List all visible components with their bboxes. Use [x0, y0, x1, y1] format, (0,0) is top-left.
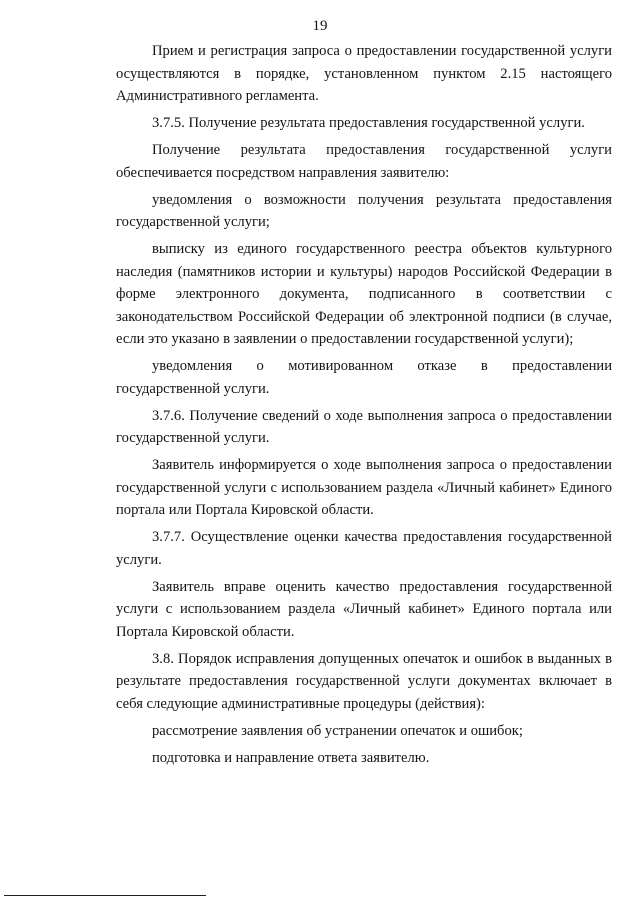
- heading-3-8: 3.8. Порядок исправления допущенных опечаток и ошибок в выданных в результате предоставления государственной услуги документах включает в себя следующие административные процедуры (действия):: [116, 650, 612, 712]
- list-item-response: подготовка и направление ответа заявителю.: [152, 749, 430, 766]
- list-item-review: рассмотрение заявления об устранении опечаток и ошибок;: [152, 722, 523, 739]
- list-item-notification: уведомления о возможности получения результата предоставления государственной услуги;: [116, 191, 612, 230]
- list-item-extract: выписку из единого государственного реестра объектов культурного наследия (памятников истории и культуры) народов Российской Федерации в форме электронного документа, подписанного в соответствии с законодательством Российской Федерации об электронной подписи (в случае, если это указано в заявлении о предоставлении государственной услуги);: [116, 241, 612, 347]
- list-item-refusal: уведомления о мотивированном отказе в предоставлении государственной услуги.: [116, 358, 612, 397]
- document-body: [116, 40, 612, 774]
- paragraph-registration: Прием и регистрация запроса о предоставлении государственной услуги осуществляются в порядке, установленном пунктом 2.15 настоящего Административного регламента.: [116, 43, 612, 104]
- heading-3-7-7: 3.7.7. Осуществление оценки качества предоставления государственной услуги.: [116, 529, 612, 568]
- heading-3-7-6: 3.7.6. Получение сведений о ходе выполнения запроса о предоставлении государственной услуги.: [116, 407, 612, 446]
- paragraph-quality-assessment: Заявитель вправе оценить качество предоставления государственной услуги с использованием раздела «Личный кабинет» Единого портала или Портала Кировской области.: [116, 578, 612, 640]
- page-number: 19: [312, 18, 328, 34]
- heading-3-7-5: 3.7.5. Получение результата предоставления государственной услуги.: [152, 115, 585, 131]
- paragraph-applicant-informed: Заявитель информируется о ходе выполнения запроса о предоставлении государственной услуги с использованием раздела «Личный кабинет» Единого портала или Портала Кировской области.: [116, 457, 612, 518]
- footer-rule: [4, 895, 206, 896]
- paragraph-result-provision: Получение результата предоставления государственной услуги обеспечивается посредством направления заявителю:: [116, 142, 612, 181]
